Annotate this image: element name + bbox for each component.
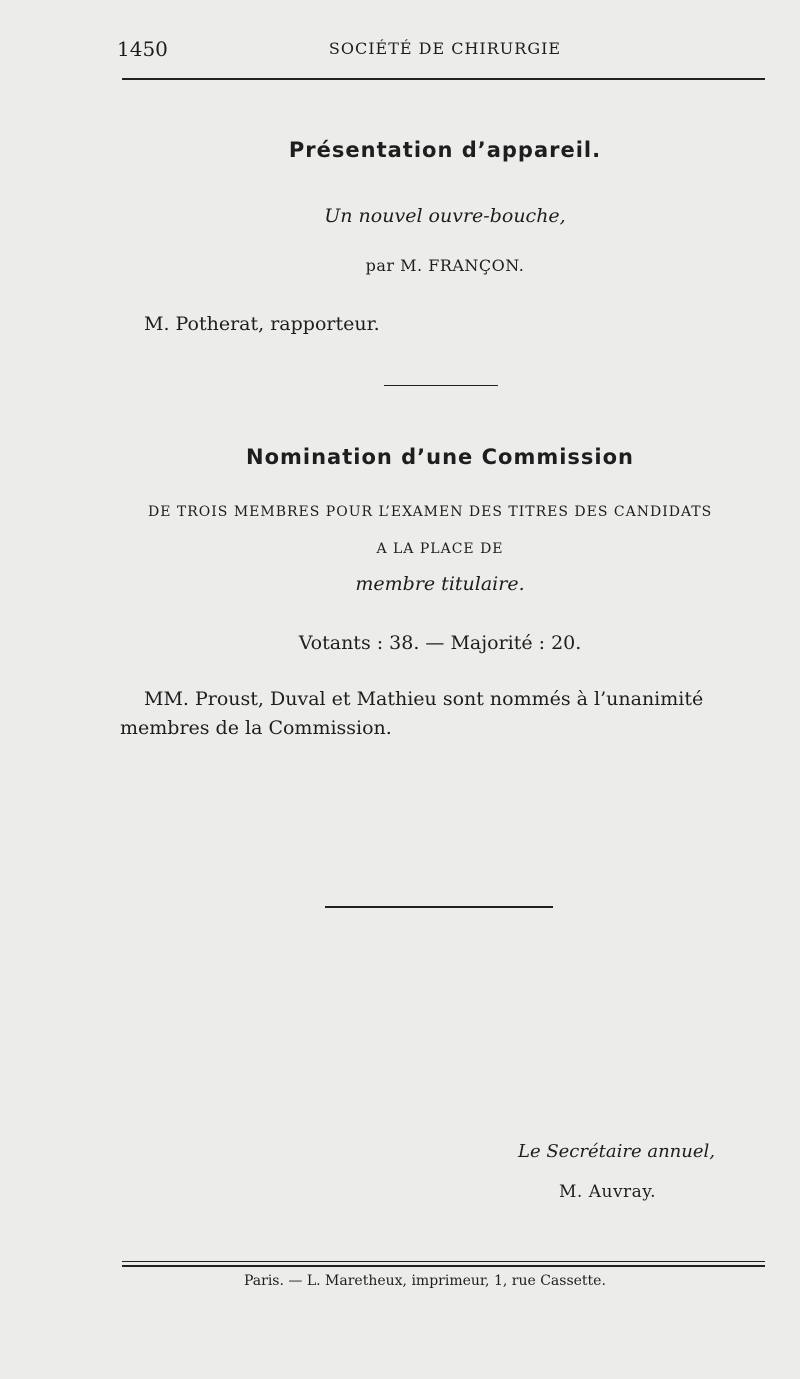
nomination-title: Nomination d’une Commission: [246, 445, 634, 469]
presentation-reporter: M. Potherat, rapporteur.: [144, 313, 380, 335]
footer-rule-bottom: [122, 1265, 765, 1267]
nomination-line-3: membre titulaire.: [355, 573, 525, 595]
presentation-subtitle: Un nouvel ouvre-bouche,: [324, 205, 566, 227]
result-line-1: MM. Proust, Duval et Mathieu sont nommés à l’unanimité: [144, 688, 704, 710]
end-divider: [325, 906, 553, 908]
footer-rule-top: [122, 1261, 765, 1262]
footer-imprint: Paris. — L. Maretheux, imprimeur, 1, rue Cassette.: [244, 1273, 606, 1289]
nomination-line-2: A LA PLACE DE: [376, 541, 504, 557]
signature-role: Le Secrétaire annuel,: [518, 1141, 715, 1162]
running-title: SOCIÉTÉ DE CHIRURGIE: [328, 39, 562, 58]
page-number: 1450: [117, 37, 168, 61]
nomination-line-1: DE TROIS MEMBRES POUR L’EXAMEN DES TITRES DES CANDIDATS: [148, 504, 713, 520]
presentation-title: Présentation d’appareil.: [288, 138, 602, 162]
presentation-author: par M. FRANÇON.: [365, 256, 525, 275]
section-divider: [384, 385, 498, 386]
result-line-2: membres de la Commission.: [120, 717, 392, 739]
votes-line: Votants : 38. — Majorité : 20.: [298, 632, 582, 654]
header-rule: [122, 78, 765, 80]
signature-name: M. Auvray.: [559, 1182, 657, 1202]
